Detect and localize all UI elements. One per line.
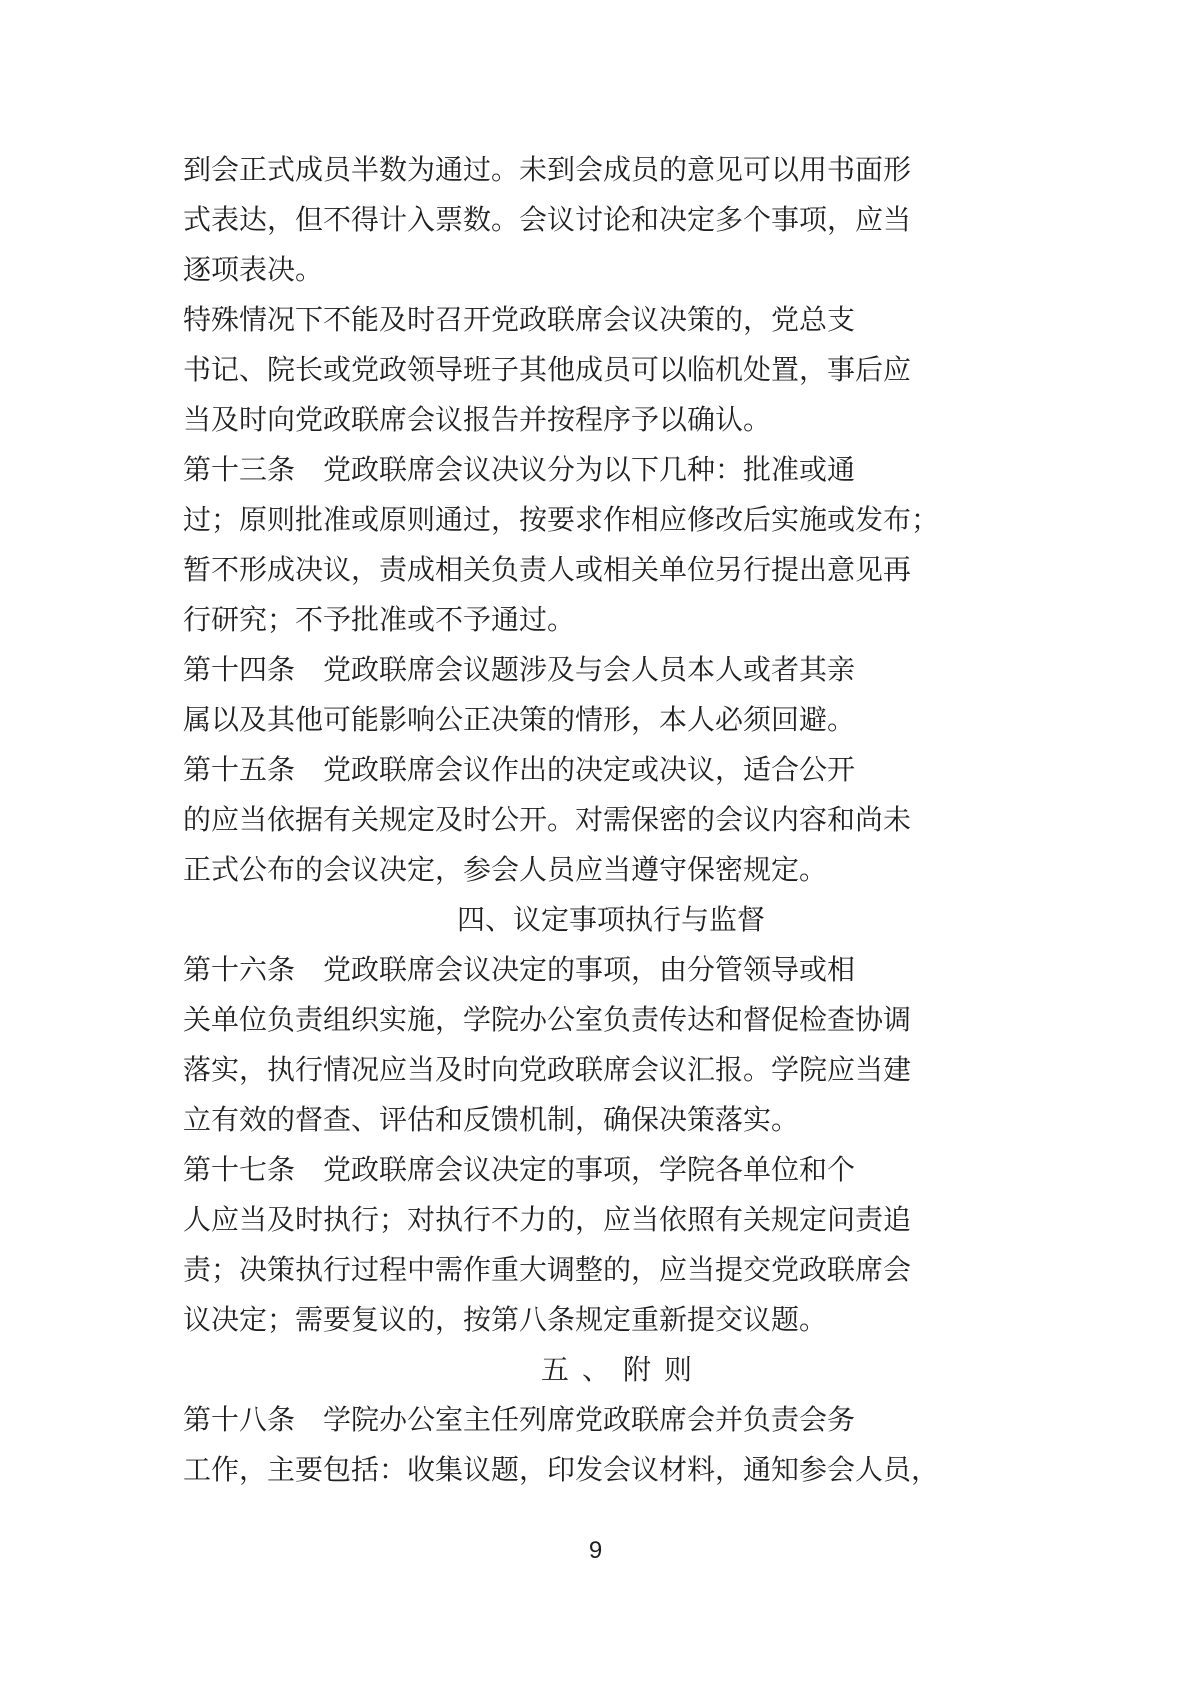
text-line: 到会正式成员半数为通过。未到会成员的意见可以用书面形: [183, 155, 912, 186]
text-line: 暂不形成决议，责成相关负责人或相关单位另行提出意见再: [183, 555, 912, 586]
text-line: 关单位负责组织实施，学院办公室负责传达和督促检查协调: [183, 1005, 912, 1036]
section-heading: 四、议定事项执行与监督: [456, 905, 765, 936]
text-line: 逐项表决。: [183, 255, 324, 286]
text-line: 第十三条 党政联席会议决议分为以下几种：批准或通: [183, 455, 856, 486]
section-heading: 五、附则: [540, 1355, 705, 1386]
text-line: 第十五条 党政联席会议作出的决定或决议，适合公开: [183, 755, 856, 786]
text-line: 责；决策执行过程中需作重大调整的，应当提交党政联席会: [183, 1255, 912, 1286]
text-line: 的应当依据有关规定及时公开。对需保密的会议内容和尚未: [183, 805, 912, 836]
text-line: 第十八条 学院办公室主任列席党政联席会并负责会务: [183, 1405, 856, 1436]
text-line: 属以及其他可能影响公正决策的情形，本人必须回避。: [183, 705, 856, 736]
text-line: 议决定；需要复议的，按第八条规定重新提交议题。: [183, 1305, 828, 1336]
text-line: 第十四条 党政联席会议题涉及与会人员本人或者其亲: [183, 655, 856, 686]
text-line: 第十七条 党政联席会议决定的事项，学院各单位和个: [183, 1155, 856, 1186]
text-line: 人应当及时执行；对执行不力的，应当依照有关规定问责追: [183, 1205, 912, 1236]
text-line: 当及时向党政联席会议报告并按程序予以确认。: [183, 405, 772, 436]
text-line: 行研究；不予批准或不予通过。: [183, 605, 576, 636]
text-line: 正式公布的会议决定，参会人员应当遵守保密规定。: [183, 855, 828, 886]
text-line: 书记、院长或党政领导班子其他成员可以临机处置，事后应: [183, 355, 912, 386]
text-line: 落实，执行情况应当及时向党政联席会议汇报。学院应当建: [183, 1055, 912, 1086]
text-line: 式表达，但不得计入票数。会议讨论和决定多个事项，应当: [183, 205, 912, 236]
text-line: 第十六条 党政联席会议决定的事项，由分管领导或相: [183, 955, 856, 986]
document-body: [183, 146, 940, 1496]
text-line: 工作，主要包括：收集议题，印发会议材料，通知参会人员，: [183, 1455, 940, 1486]
page-number: 9: [588, 1537, 603, 1564]
text-line: 过；原则批准或原则通过，按要求作相应修改后实施或发布；: [183, 505, 940, 536]
text-line: 立有效的督查、评估和反馈机制，确保决策落实。: [183, 1105, 800, 1136]
text-line: 特殊情况下不能及时召开党政联席会议决策的，党总支: [183, 305, 856, 336]
